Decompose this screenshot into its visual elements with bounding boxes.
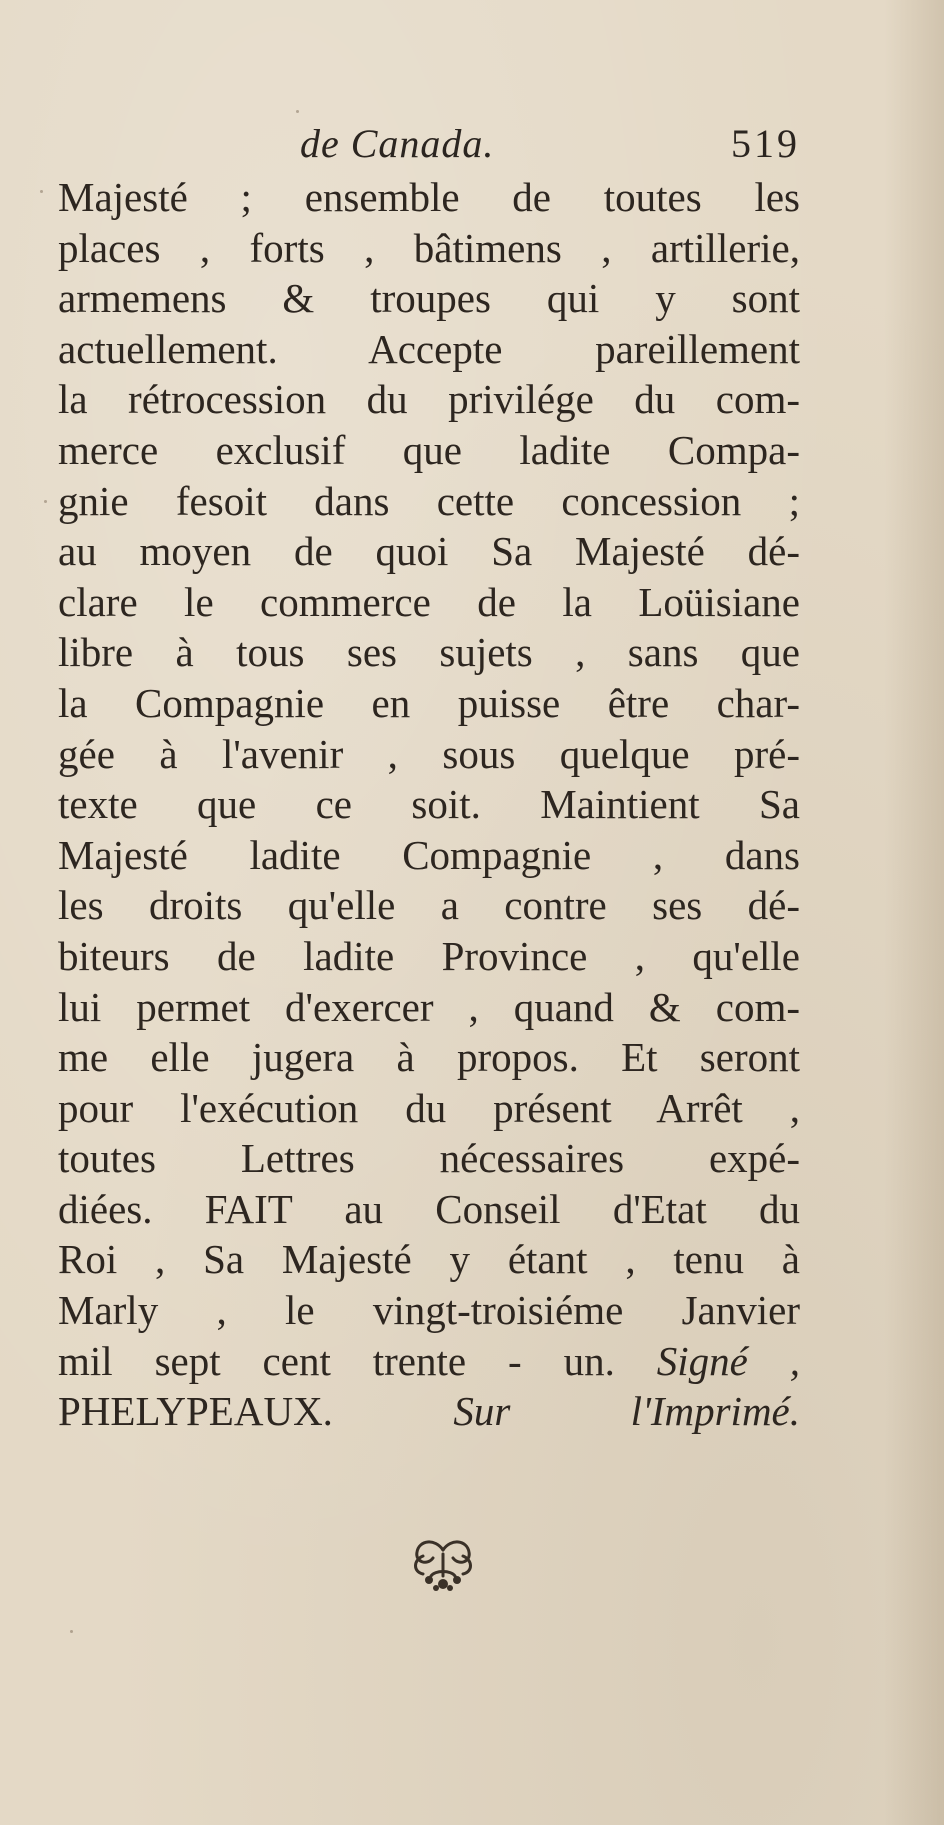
text-line: Marly , le vingt-troisiéme Janvier (58, 1287, 800, 1334)
text-line: clare le commerce de la Loüisiane (58, 578, 800, 625)
text-line: biteurs de ladite Province , qu'elle (58, 932, 800, 979)
page-gutter-shadow (884, 0, 944, 1825)
signatory-name: PHELYPEAUX. (58, 1388, 333, 1435)
text-line: diées. FAIT au Conseil d'Etat du (58, 1185, 800, 1232)
paper-speck (70, 1630, 73, 1633)
text-line: pour l'exécution du présent Arrêt , (58, 1084, 800, 1131)
text-line: la rétrocession du privilége du com- (58, 376, 800, 423)
paper-speck (40, 190, 43, 193)
text-line: Majesté ladite Compagnie , dans (58, 831, 800, 878)
text-line: la Compagnie en puisse être char- (58, 679, 800, 726)
text-line: places , forts , bâtimens , artillerie, (58, 224, 800, 271)
text-line: texte que ce soit. Maintient Sa (58, 781, 800, 828)
fleuron-ornament-icon (405, 1536, 481, 1596)
body-text (58, 172, 800, 1437)
signed-label: Signé , (656, 1337, 801, 1384)
text-line: au moyen de quoi Sa Majesté dé- (58, 528, 800, 575)
text-line: merce exclusif que ladite Compa- (58, 426, 800, 473)
text-line: lui permet d'exercer , quand & com- (58, 983, 800, 1030)
text-line: libre à tous ses sujets , sans que (58, 629, 800, 676)
text-line: gée à l'avenir , sous quelque pré- (58, 730, 800, 777)
text-line: actuellement. Accepte pareillement (58, 325, 800, 372)
text-line-date (58, 1336, 800, 1387)
text-line: armemens & troupes qui y sont (58, 275, 800, 322)
text-line: Roi , Sa Majesté y étant , tenu à (58, 1236, 800, 1283)
text-line: toutes Lettres nécessaires expé- (58, 1135, 800, 1182)
source-note: Sur l'Imprimé. (453, 1388, 800, 1435)
page-number: 519 (731, 121, 800, 166)
text-line-signature (58, 1386, 800, 1437)
text-line: les droits qu'elle a contre ses dé- (58, 882, 800, 929)
text-line: Majesté ; ensemble de toutes les (58, 174, 800, 220)
text-line: me elle jugera à propos. Et seront (58, 1034, 800, 1081)
date-text: mil sept cent trente - un. (58, 1337, 615, 1384)
text-line: gnie fesoit dans cette concession ; (58, 477, 800, 524)
paper-speck (44, 500, 47, 503)
running-head: de Canada. (300, 121, 495, 166)
page-header (60, 120, 800, 170)
paper-speck (296, 110, 299, 113)
